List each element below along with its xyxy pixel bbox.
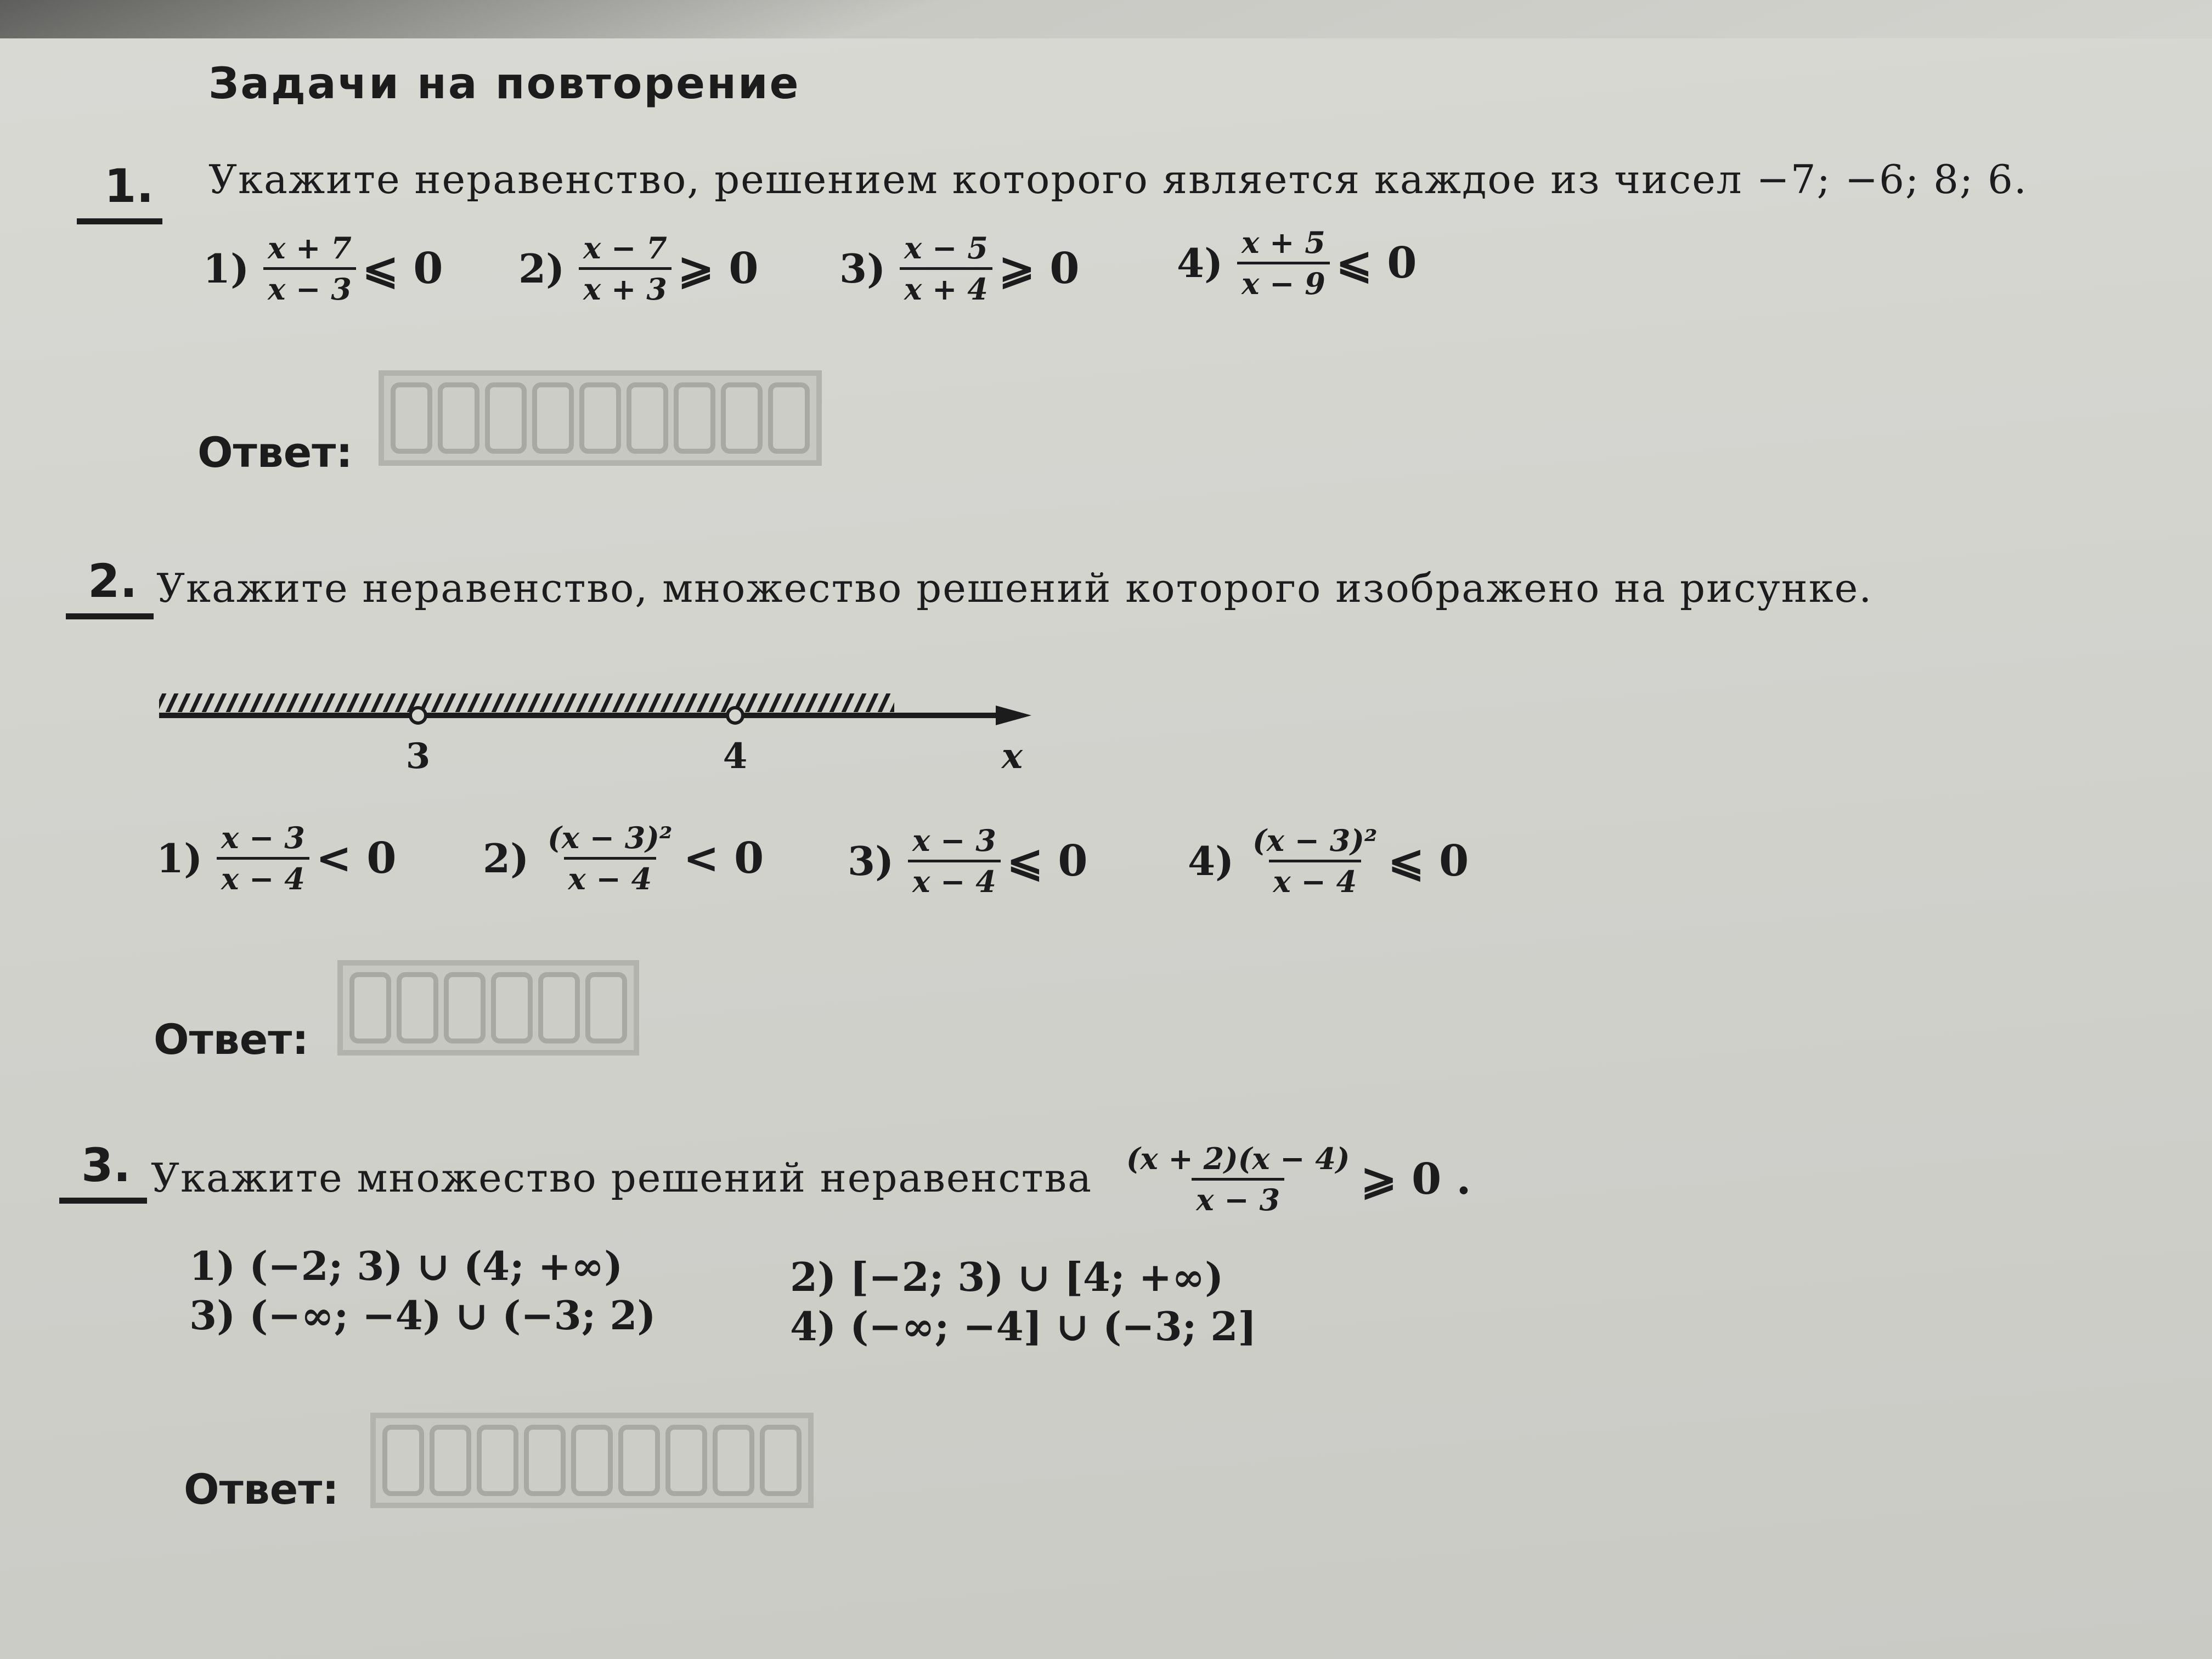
denominator: x − 3 [263,267,356,304]
answer-cell[interactable] [538,972,580,1043]
task2-option-4[interactable] [1188,823,1469,899]
denominator: x − 4 [1269,860,1362,896]
relation: < 0 [315,833,397,883]
relation: ⩽ 0 [1007,836,1088,886]
numerator: (x + 2)(x − 4) [1126,1141,1350,1176]
task2-answer-box[interactable] [337,960,639,1056]
task2-number: 2. [88,554,138,608]
numerator: x + 7 [268,230,352,266]
numerator: x + 5 [1242,225,1325,260]
relation: ⩾ 0 [998,244,1080,294]
relation: ⩽ 0 [362,244,443,294]
fraction [900,230,992,307]
task2-underline [66,613,154,619]
task1-underline [77,218,162,224]
relation: < 0 [683,833,764,883]
open-point-3 [410,708,426,723]
task1-answer-box[interactable] [379,370,822,466]
task1-option-1[interactable] [203,230,443,307]
fraction [579,230,672,307]
answer-cell[interactable] [579,382,621,454]
answer-cell[interactable] [571,1425,613,1496]
task3-text: Укажите множество решений неравенства [151,1155,1093,1201]
denominator: x − 4 [908,860,1001,896]
task3-underline [59,1198,147,1204]
axis-variable: x [1001,736,1023,777]
answer-cell[interactable] [585,972,627,1043]
answer-cell[interactable] [477,1425,518,1496]
fraction [1122,1141,1354,1217]
answer-cell[interactable] [618,1425,660,1496]
answer-cell[interactable] [532,382,574,454]
task2-option-2[interactable] [483,820,764,896]
task1-text: Укажите неравенство, решением которого является каждое из чисел −7; −6; 8; 6. [208,156,2028,202]
tick-label-3: 3 [405,736,431,777]
relation: ⩽ 0 [1388,836,1469,886]
answer-cell[interactable] [430,1425,471,1496]
axis-arrow-icon [996,706,1031,725]
option-label: 4) [1188,838,1234,884]
fraction [217,820,309,896]
task2-option-3[interactable] [848,823,1088,899]
task2-option-1[interactable] [156,820,397,896]
answer-cell[interactable] [349,972,391,1043]
option-label: 3) [839,245,886,292]
option-label: 1) [156,835,203,882]
hatching [159,693,894,712]
open-point-4 [727,708,743,723]
answer-cell[interactable] [382,1425,424,1496]
option-label: 3) [848,838,894,884]
answer-cell[interactable] [444,972,486,1043]
numerator: (x − 3)² [1252,823,1378,858]
answer-cell[interactable] [665,1425,707,1496]
fraction [1237,225,1330,301]
task3-option-3[interactable]: 3) (−∞; −4) ∪ (−3; 2) [189,1292,656,1339]
answer-cell[interactable] [721,382,763,454]
numerator: (x − 3)² [548,820,673,855]
answer-cell[interactable] [768,382,810,454]
answer-cell[interactable] [438,382,479,454]
denominator: x − 4 [217,857,309,894]
answer-cell[interactable] [627,382,668,454]
relation: ⩾ 0 . [1361,1154,1471,1204]
task3-option-4[interactable]: 4) (−∞; −4] ∪ (−3; 2] [790,1303,1257,1350]
page-title: Задачи на повторение [208,59,800,109]
answer-cell[interactable] [491,972,533,1043]
answer-cell[interactable] [713,1425,754,1496]
numerator: x − 3 [221,820,305,855]
task3-option-1[interactable]: 1) (−2; 3) ∪ (4; +∞) [189,1243,623,1289]
option-label: 4) [1177,240,1223,286]
relation: ⩽ 0 [1336,238,1417,288]
option-label: 1) [203,245,250,292]
numerator: x − 7 [583,230,667,266]
answer-cell[interactable] [397,972,438,1043]
task3-answer-box[interactable] [370,1413,814,1508]
task1-number: 1. [104,159,154,213]
task3-answer-label: Ответ: [184,1465,339,1514]
task2-text: Укажите неравенство, множество решений которого изображено на рисунке. [156,565,1873,611]
number-line [154,686,1042,785]
answer-cell[interactable] [391,382,432,454]
fraction [1248,823,1381,899]
task3-number: 3. [81,1138,131,1192]
denominator: x − 9 [1237,262,1330,298]
fraction [908,823,1001,899]
answer-cell[interactable] [760,1425,802,1496]
tick-label-4: 4 [723,736,748,777]
fraction [263,230,356,307]
task3-inequality [1122,1141,1471,1217]
answer-cell[interactable] [524,1425,566,1496]
option-label: 2) [518,245,565,292]
task3-option-2[interactable]: 2) [−2; 3) ∪ [4; +∞) [790,1254,1224,1300]
answer-cell[interactable] [674,382,715,454]
task1-answer-label: Ответ: [198,428,353,477]
denominator: x + 4 [900,267,992,304]
relation: ⩾ 0 [678,244,759,294]
task1-option-4[interactable] [1177,225,1417,301]
fraction [543,820,676,896]
task2-answer-label: Ответ: [154,1015,309,1064]
numerator: x − 3 [912,823,996,858]
numerator: x − 5 [904,230,988,266]
denominator: x − 4 [564,857,657,894]
option-label: 2) [483,835,529,882]
answer-cell[interactable] [485,382,527,454]
task1-option-2[interactable] [518,230,759,307]
denominator: x − 3 [1192,1178,1284,1215]
denominator: x + 3 [579,267,672,304]
task1-option-3[interactable] [839,230,1080,307]
